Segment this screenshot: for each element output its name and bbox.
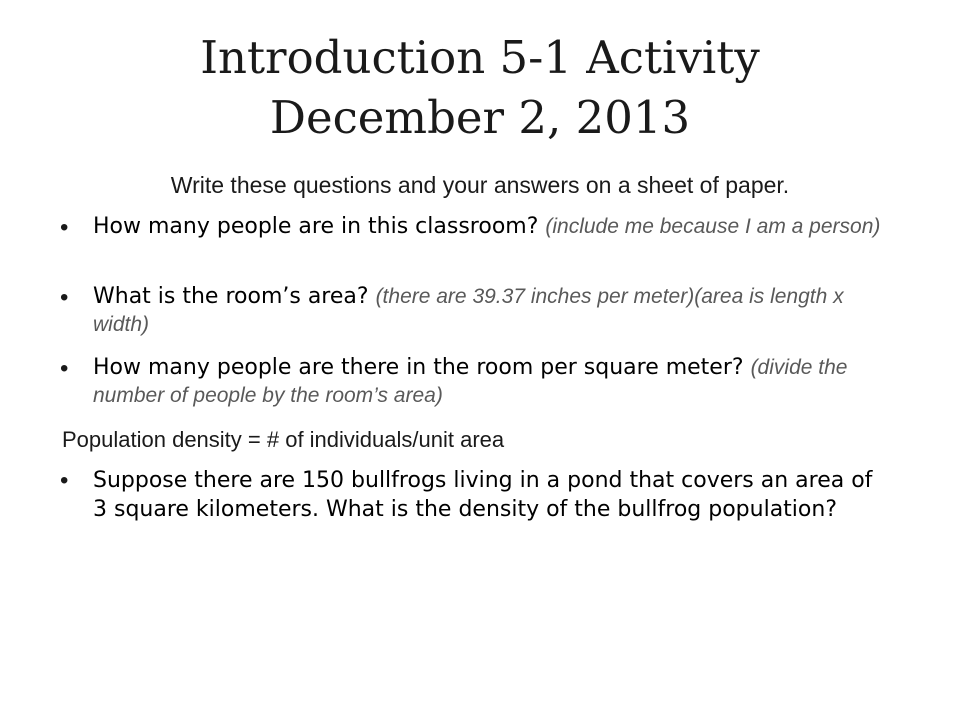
question-2-body: [93, 283, 890, 339]
question-2-note: (there are 39.37 inches per meter)(area is length x width): [93, 285, 844, 336]
bullet-marker: •: [60, 355, 69, 382]
bullfrog-problem: [60, 466, 890, 524]
title-line-1: Introduction 5-1 Activity: [200, 31, 760, 84]
bullet-marker: •: [60, 284, 69, 311]
question-1-note: (include me because I am a person): [545, 215, 881, 238]
question-3-text: How many people are there in the room per square meter?: [93, 355, 751, 380]
question-1-text: How many people are in this classroom?: [93, 214, 546, 239]
question-3: [60, 354, 890, 410]
population-density-definition: Population density = # of individuals/unit area: [62, 427, 505, 452]
question-3-note: (divide the number of people by the room’s area): [93, 356, 848, 407]
question-1: [60, 213, 890, 241]
instructions-text: Write these questions and your answers on a sheet of paper.: [170, 172, 790, 198]
title-line-2: December 2, 2013: [269, 91, 691, 144]
bullet-marker: •: [60, 214, 69, 241]
bullet-marker: •: [60, 467, 69, 494]
slide-title: [0, 28, 960, 148]
bullfrog-problem-text: Suppose there are 150 bullfrogs living in a pond that covers an area of 3 square kilometers. What is the density of the bullfrog population?: [93, 468, 873, 522]
question-2: [60, 283, 890, 339]
question-1-body: [93, 213, 890, 241]
question-2-text: What is the room’s area?: [93, 284, 376, 309]
question-3-body: [93, 354, 890, 410]
